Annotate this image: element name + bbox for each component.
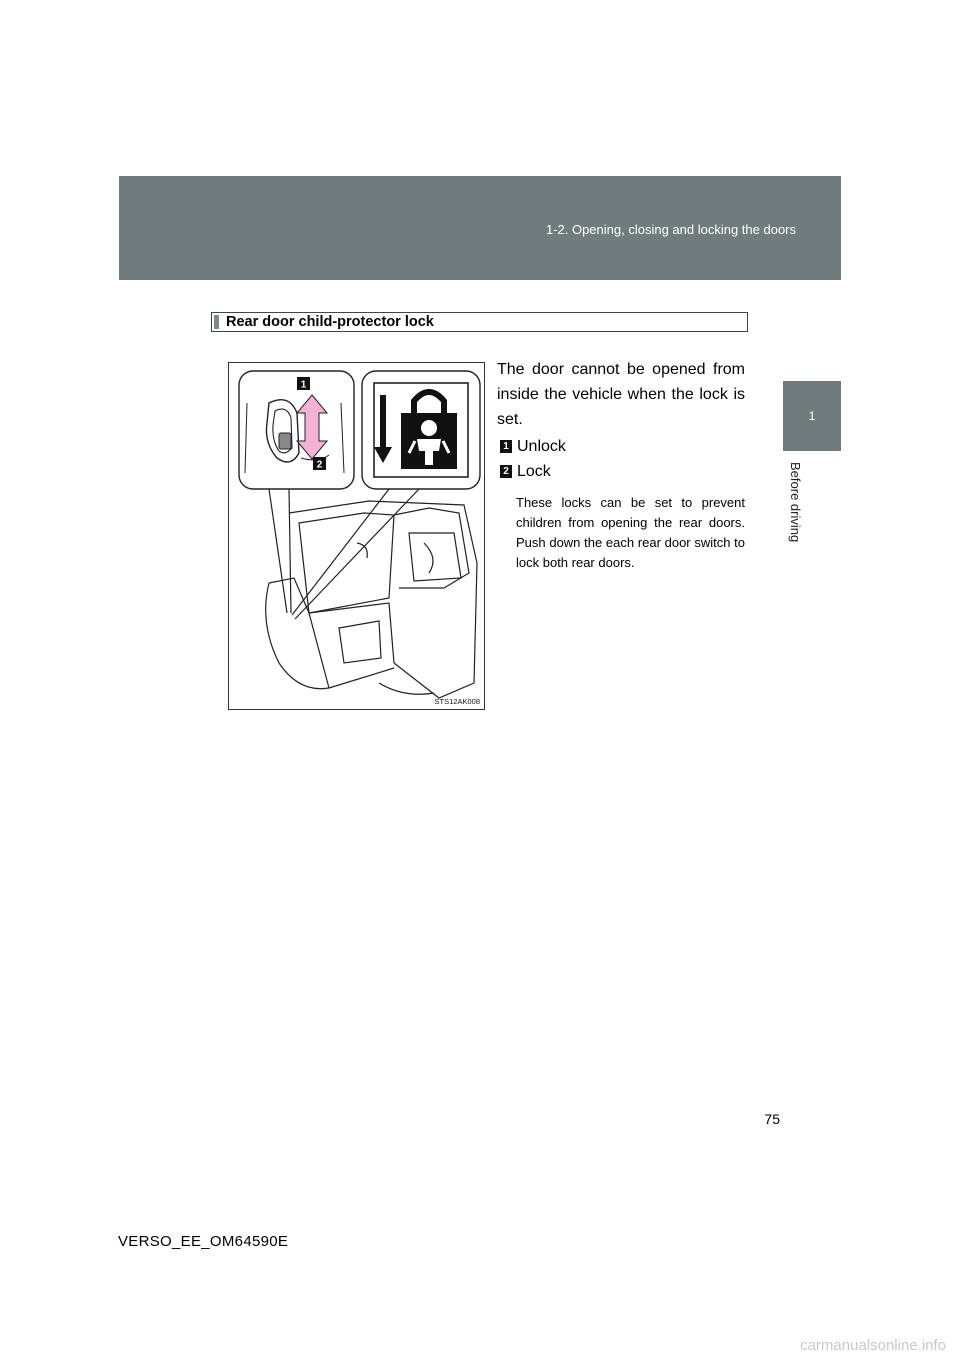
car-door-drawing (266, 501, 477, 698)
document-code: VERSO_EE_OM64590E (118, 1233, 289, 1250)
note-paragraph: These locks can be set to prevent children from opening the rear doors. Push down the each rear door switch to lock both rear doors. (516, 495, 745, 570)
body-paragraph: The door cannot be opened from inside the vehicle when the lock is set. (497, 361, 745, 428)
figure-code: STS12AK008 (434, 697, 480, 706)
child-lock-illustration (228, 362, 485, 710)
legend-item-lock (500, 462, 740, 482)
legend-number-1: 1 (500, 440, 512, 453)
chapter-tab (783, 381, 841, 451)
callout-2: 2 (316, 459, 323, 471)
header-band (119, 176, 841, 280)
header-title: 1-2. Opening, closing and locking the doors (545, 222, 796, 237)
section-heading-text: Rear door child-protector lock (226, 314, 434, 330)
chapter-label: Before driving (788, 462, 803, 543)
legend-item-unlock (500, 437, 740, 457)
section-heading (211, 312, 748, 332)
heading-bar (214, 315, 219, 329)
legend-label-unlock: Unlock (517, 438, 566, 455)
legend-number-2: 2 (500, 465, 512, 478)
chapter-number: 1 (808, 409, 816, 423)
child-lock-symbol (374, 383, 468, 477)
door-illustration (229, 363, 484, 709)
callout-1: 1 (300, 379, 307, 391)
watermark: carmanualsonline.info (800, 1337, 946, 1354)
legend-label-lock: Lock (517, 463, 551, 480)
page-number: 75 (764, 1111, 780, 1127)
